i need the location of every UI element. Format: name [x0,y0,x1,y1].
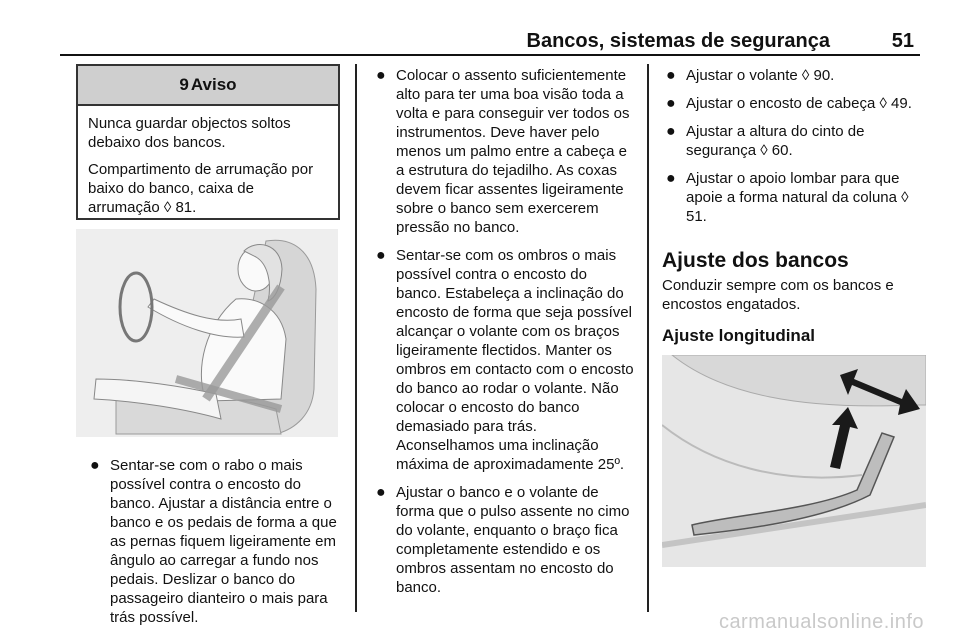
subsection-heading: Ajuste longitudinal [662,326,815,345]
seated-driver-illustration [76,229,338,437]
bullet-list [372,66,636,606]
warning-paragraph: Compartimento de arrumação por baixo do banco, caixa de arrumação ◊ 81. [88,161,314,216]
warning-paragraph: Nunca guardar objectos soltos debaixo dos bancos. [88,115,291,151]
list-item [372,246,636,474]
list-item [662,122,930,160]
list-item-text: Sentar-se com o rabo o mais possível contra o encosto do banco. Ajustar a distância entre o banco e os pedais de forma a que as pernas fiquem ligeiramente em ângulo ao carregar a fundo nos pedais. Deslizar o banco do passageiro dianteiro o mais para trás possível. [110,457,337,626]
column-divider [355,64,357,612]
list-item-text: Ajustar o apoio lombar para que apoie a forma natural da coluna ◊ 51. [686,170,909,225]
column-divider [647,64,649,612]
bullet-icon: ● [666,123,676,140]
bullet-icon: ● [666,95,676,112]
list-item [662,66,930,85]
list-item [662,169,930,226]
warning-title: Aviso [190,75,237,94]
bullet-list [86,456,348,636]
watermark: carmanualsonline.info [718,611,924,633]
list-item-text: Sentar-se com os ombros o mais possível contra o encosto do banco. Estabeleça a inclinação do encosto de forma que seja possível alcançar o volante com os braços ligeiramente flectidos. Manter os ombros em contacto com o encosto do banco ao rodar o volante. Não colocar o encosto do banco demasiado para trás. Aconselhamos uma inclinação máxima de aproximadamente 25º. [396,247,634,473]
list-item-text: Ajustar o volante ◊ 90. [686,67,835,84]
warning-body [78,106,338,217]
bullet-icon: ● [666,170,676,187]
warning-icon: 9 [179,75,189,94]
list-item [86,456,348,627]
seat-adjustment-illustration [662,355,926,567]
bullet-icon: ● [90,457,100,474]
bullet-icon: ● [376,484,386,501]
list-item [372,483,636,597]
page-number: 51 [891,30,914,52]
bullet-list [662,66,930,235]
list-item [662,94,930,113]
warning-box [76,64,340,220]
bullet-icon: ● [666,67,676,84]
list-item-text: Ajustar a altura do cinto de segurança ◊ 60. [686,123,865,159]
section-heading: Ajuste dos bancos [662,249,849,272]
header-title: Bancos, sistemas de segurança [526,30,830,52]
list-item [372,66,636,237]
list-item-text: Colocar o assento suficientemente alto para ter uma boa visão toda a volta e para conseguir ver todos os instrumentos. Deve haver pelo menos um palmo entre a cabeça e a estrutura do tejadilho. As coxas devem ficar assentes ligeiramente sobre o banco sem exercerem pressão no banco. [396,67,630,236]
bullet-icon: ● [376,247,386,264]
list-item-text: Ajustar o encosto de cabeça ◊ 49. [686,95,912,112]
warning-header [78,66,338,106]
section-intro: Conduzir sempre com os bancos e encostos engatados. [662,277,894,313]
page-header [60,24,920,56]
bullet-icon: ● [376,67,386,84]
list-item-text: Ajustar o banco e o volante de forma que o pulso assente no cimo do volante, enquanto o braço fica completamente estendido e os ombros assentam no encosto do banco. [396,484,630,596]
